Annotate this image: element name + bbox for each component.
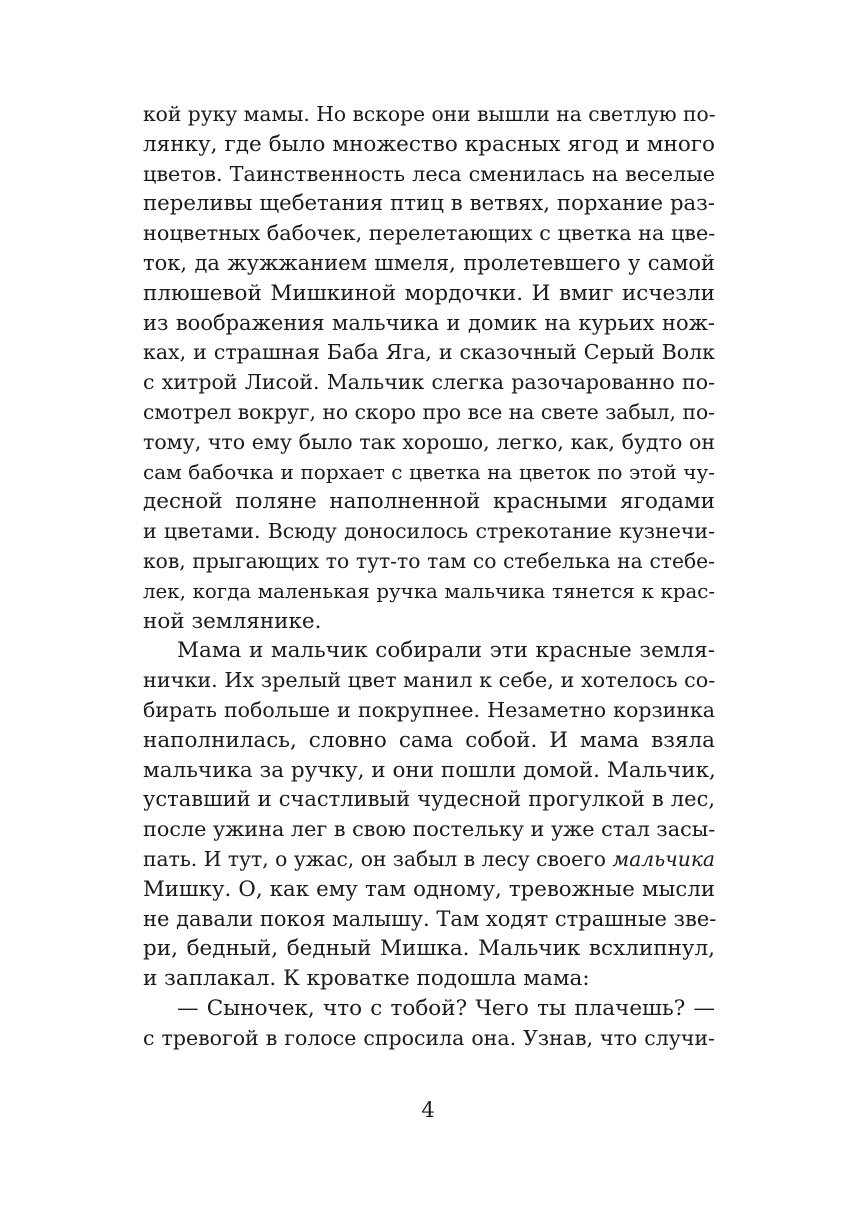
body-text xyxy=(143,100,715,1054)
text-line xyxy=(143,666,715,696)
text-line xyxy=(143,249,715,279)
text-run: тому, что ему было так хорошо, легко, как, будто он xyxy=(143,429,715,454)
text-line xyxy=(143,279,715,309)
text-run: ри, бедный, бедный Мишка. Мальчик всхлипнул, xyxy=(143,936,715,962)
text-line xyxy=(143,875,715,905)
text-run: ток, да жужжанием шмеля, пролетевшего у самой xyxy=(143,250,715,275)
text-run: Мама и мальчик собирали эти красные земля- xyxy=(177,638,715,664)
text-run: цветов. Таинственность леса сменилась на веселые xyxy=(143,161,715,186)
text-run: Мишку. О, как ему там одному, тревожные мысли xyxy=(143,876,715,902)
text-line xyxy=(143,130,715,160)
text-run: десной поляне наполненной красными ягодами xyxy=(143,489,715,515)
text-line xyxy=(143,458,715,488)
text-line xyxy=(143,189,715,219)
text-run: с хитрой Лисой. Мальчик слегка разочарованно по- xyxy=(143,370,715,395)
paragraph xyxy=(143,636,715,994)
text-run: бирать побольше и покрупнее. Незаметно корзинка xyxy=(143,697,715,722)
text-run: уставший и счастливый чудесной прогулкой в лес, xyxy=(143,787,715,812)
text-run: кой руку мамы. Но вскоре они вышли на светлую по- xyxy=(143,102,716,126)
emphasized-word: мальчика xyxy=(612,846,715,871)
text-run: лянку, где было множество красных ягод и много xyxy=(143,131,715,157)
text-line xyxy=(143,934,715,964)
text-line xyxy=(143,160,715,190)
text-run: смотрел вокруг, но скоро про все на свете забыл, по- xyxy=(143,399,715,424)
text-line xyxy=(143,577,715,607)
text-line xyxy=(143,100,715,130)
text-run: плюшевой Мишкиной мордочки. И вмиг исчезли xyxy=(143,280,715,306)
text-run: — Сыночек, что с тобой? Чего ты плачешь? — xyxy=(177,995,715,1021)
text-run: переливы щебетания птиц в ветвях, порхание раз- xyxy=(143,191,715,217)
text-run: ной землянике. xyxy=(143,608,322,634)
text-line xyxy=(143,607,715,637)
text-run: мальчика за ручку, и они пошли домой. Мальчик, xyxy=(143,757,716,783)
text-line xyxy=(143,309,715,339)
text-run: пать. И тут, о ужас, он забыл в лесу своего xyxy=(143,846,613,871)
text-line xyxy=(143,845,715,875)
text-run: из воображения мальчика и домик на курьих нож- xyxy=(143,310,715,335)
text-line xyxy=(143,428,715,458)
text-run: ков, прыгающих то тут-то там со стебелька на стебе- xyxy=(143,548,715,573)
text-run: сам бабочка и порхает с цветка на цветок по этой чу- xyxy=(143,459,715,484)
text-line xyxy=(143,994,715,1024)
text-line xyxy=(143,636,715,666)
text-line xyxy=(143,785,715,815)
text-line xyxy=(143,964,715,994)
text-line xyxy=(143,398,715,428)
paragraph xyxy=(143,994,715,1054)
text-line xyxy=(143,696,715,726)
text-line xyxy=(143,815,715,845)
text-run: после ужина лег в свою постельку и уже стал засы- xyxy=(143,817,716,842)
text-line xyxy=(143,756,715,786)
text-line xyxy=(143,338,715,368)
text-line xyxy=(143,517,715,547)
text-line xyxy=(143,219,715,249)
paragraph xyxy=(143,100,715,636)
text-line xyxy=(143,1024,715,1054)
text-run: и цветами. Всюду доносилось стрекотание кузнечи- xyxy=(143,519,715,544)
text-run: наполнилась, словно сама собой. И мама взяла xyxy=(143,727,715,753)
page-number: 4 xyxy=(421,1098,435,1122)
text-line xyxy=(143,905,715,935)
text-run: и заплакал. К кроватке подошла мама: xyxy=(143,966,590,992)
text-run: с тревогой в голосе спросила она. Узнав, что случи- xyxy=(143,1025,715,1050)
text-run: нички. Их зрелый цвет манил к себе, и хотелось со- xyxy=(143,668,716,693)
text-line xyxy=(143,726,715,756)
text-run: не давали покоя малышу. Там ходят страшные зве- xyxy=(143,906,717,931)
text-run: ках, и страшная Баба Яга, и сказочный Серый Волк xyxy=(143,340,715,365)
text-line xyxy=(143,487,715,517)
text-run: ноцветных бабочек, перелетающих с цветка на цве- xyxy=(143,221,716,246)
text-line xyxy=(143,547,715,577)
text-line xyxy=(143,368,715,398)
text-run: лек, когда маленькая ручка мальчика тянется к крас- xyxy=(143,579,715,603)
